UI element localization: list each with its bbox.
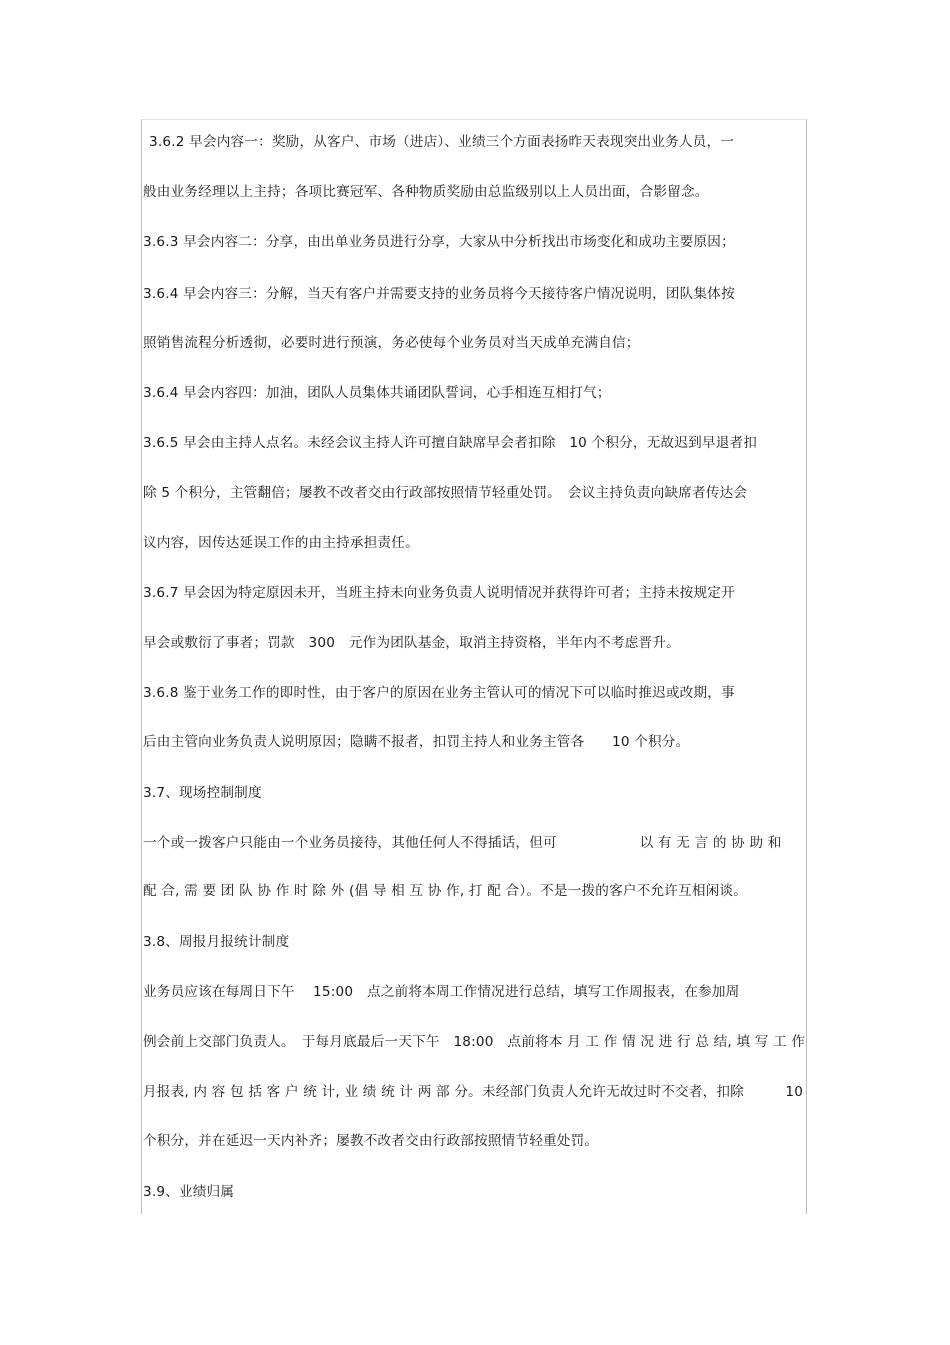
paragraph-line: 例会前上交部门负责人。 于每月底最后一天下午 18:00 点前将本 月 工 作 情 况 进 行 总 结, 填 写 工 作: [143, 1034, 806, 1050]
paragraph-line: 照销售流程分析透彻，必要时进行预演，务必使每个业务员对当天成单充满自信；: [143, 335, 640, 351]
paragraph-line: 般由业务经理以上主持；各项比赛冠军、各种物质奖励由总监级别以上人员出面，合影留念。: [143, 184, 709, 200]
paragraph-line: 3.6.3 早会内容二：分享，由出单业务员进行分享，大家从中分析找出市场变化和成功主要原因；: [143, 234, 735, 250]
paragraph-line: 议内容，因传达延误工作的由主持承担责任。: [143, 535, 419, 551]
paragraph-line: 除 5 个积分，主管翻倍；屡教不改者交由行政部按照情节轻重处罚。 会议主持负责向缺席者传达会: [143, 485, 748, 501]
paragraph-line: 配 合, 需 要 团 队 协 作 时 除 外 (倡 导 相 互 协 作, 打 配 合）。不是一拨的客户不允许互相闲谈。: [143, 883, 748, 899]
paragraph-line: 3.6.2 早会内容一：奖励，从客户、市场（进店）、业绩三个方面表扬昨天表现突出业务人员，一: [149, 134, 735, 150]
section-heading: 3.9、业绩归属: [143, 1184, 235, 1200]
section-heading: 3.7、现场控制制度: [143, 785, 262, 801]
paragraph-line: 业务员应该在每周日下午 15:00 点之前将本周工作情况进行总结，填写工作周报表，在参加周: [143, 984, 740, 1000]
paragraph-line: 早会或敷衍了事者；罚款 300 元作为团队基金，取消主持资格，半年内不考虑晋升。: [143, 635, 680, 651]
paragraph-line: 3.6.4 早会内容三：分解，当天有客户并需要支持的业务员将今天接待客户情况说明，团队集体按: [143, 286, 735, 302]
paragraph-line: 3.6.5 早会由主持人点名。未经会议主持人许可擅自缺席早会者扣除 10 个积分，无故迟到早退者扣: [143, 435, 758, 451]
paragraph-line: 3.6.7 早会因为特定原因未开，当班主持未向业务负责人说明情况并获得许可者；主持未按规定开: [143, 585, 735, 601]
paragraph-line: 3.6.8 鉴于业务工作的即时性，由于客户的原因在业务主管认可的情况下可以临时推迟或改期，事: [143, 685, 735, 701]
paragraph-line: 一个或一拨客户只能由一个业务员接待，其他任何人不得插话，但可 以 有 无 言 的 协 助 和: [143, 835, 782, 851]
paragraph-line: 后由主管向业务负责人说明原因；隐瞒不报者，扣罚主持人和业务主管各 10 个积分。: [143, 734, 690, 750]
section-heading: 3.8、周报月报统计制度: [143, 934, 290, 950]
paragraph-line: 月报表, 内 容 包 括 客 户 统 计, 业 绩 统 计 两 部 分。未经部门负责人允许无故过时不交者，扣除 10: [143, 1084, 804, 1100]
paragraph-line: 3.6.4 早会内容四：加油，团队人员集体共诵团队誓词，心手相连互相打气；: [143, 385, 611, 401]
paragraph-line: 个积分，并在延迟一天内补齐；屡教不改者交由行政部按照情节轻重处罚。: [143, 1133, 599, 1149]
